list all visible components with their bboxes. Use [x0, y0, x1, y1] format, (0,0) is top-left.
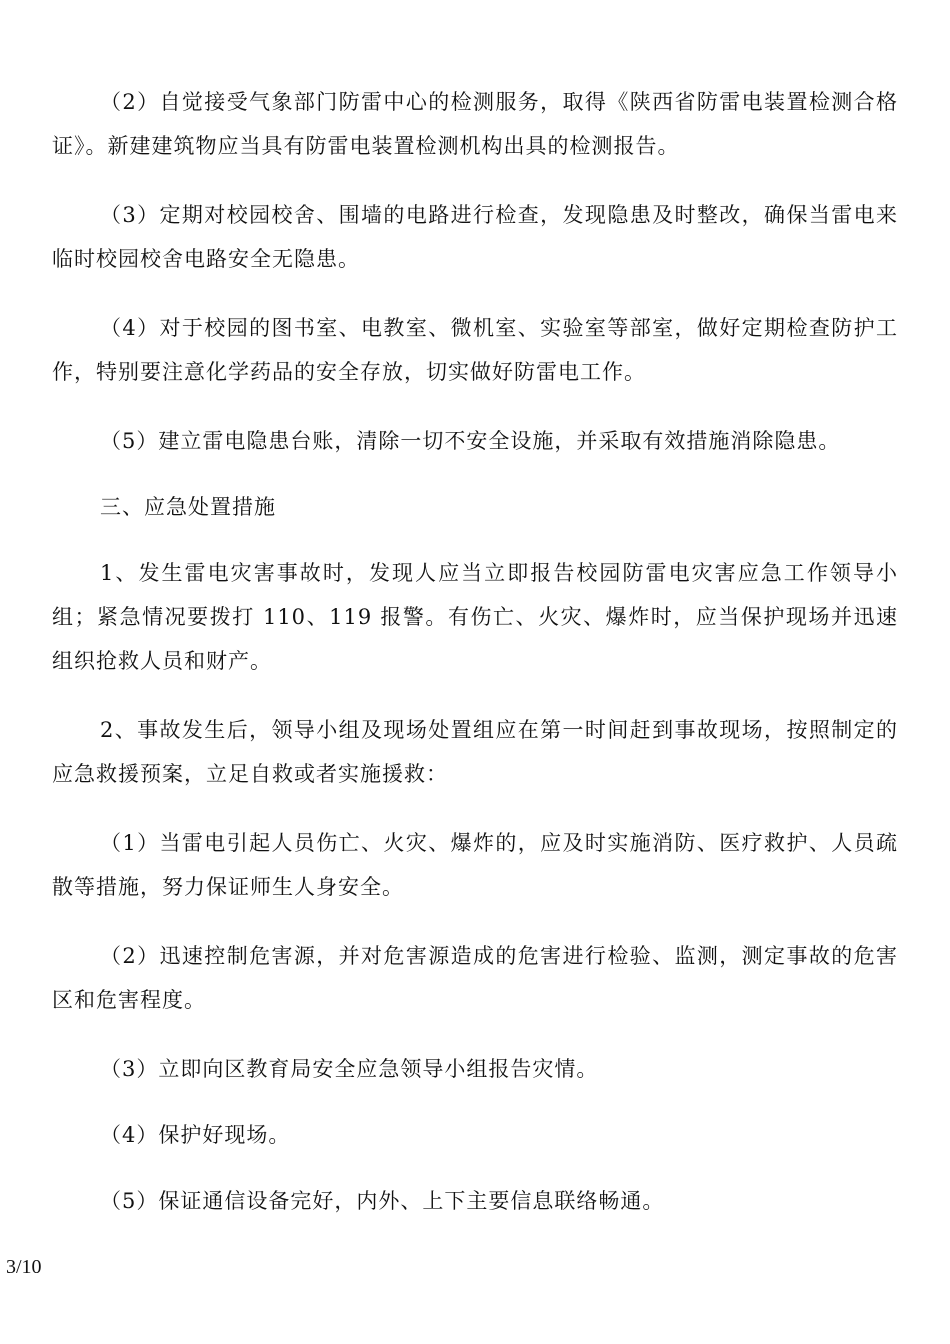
paragraph-5-hazard-ledger: （5）建立雷电隐患台账，清除一切不安全设施，并采取有效措施消除隐患。: [100, 429, 841, 453]
paragraph-after-accident: 2、事故发生后，领导小组及现场处置组应在第一时间赶到事故现场，按照制定的应急救援预案，立足自救或者实施援救：: [52, 718, 898, 786]
paragraph-3-report-disaster: （3）立即向区教育局安全应急领导小组报告灾情。: [100, 1057, 599, 1081]
paragraph-3-circuit-check: （3）定期对校园校舍、围墙的电路进行检查，发现隐患及时整改，确保当雷电来临时校园校舍电路安全无隐患。: [52, 203, 898, 271]
page-number: 3/10: [6, 1256, 42, 1278]
paragraph-accident-report: 1、发生雷电灾害事故时，发现人应当立即报告校园防雷电灾害应急工作领导小组；紧急情况要拨打 110、119 报警。有伤亡、火灾、爆炸时，应当保护现场并迅速组织抢救人员和财产。: [52, 561, 898, 673]
paragraph-2-control-hazard: （2）迅速控制危害源，并对危害源造成的危害进行检验、监测，测定事故的危害区和危害程度。: [52, 944, 898, 1012]
paragraph-1-casualty-response: （1）当雷电引起人员伤亡、火灾、爆炸的，应及时实施消防、医疗救护、人员疏散等措施，努力保证师生人身安全。: [52, 831, 898, 899]
paragraph-2-inspection-service: （2）自觉接受气象部门防雷中心的检测服务，取得《陕西省防雷电装置检测合格证》。新建建筑物应当具有防雷电装置检测机构出具的检测报告。: [52, 90, 898, 158]
paragraph-4-protect-scene: （4）保护好现场。: [100, 1123, 291, 1147]
section-heading-emergency-measures: 三、应急处置措施: [100, 495, 276, 519]
paragraph-5-communication: （5）保证通信设备完好，内外、上下主要信息联络畅通。: [100, 1189, 665, 1213]
paragraph-4-room-inspection: （4）对于校园的图书室、电教室、微机室、实验室等部室，做好定期检查防护工作，特别要注意化学药品的安全存放，切实做好防雷电工作。: [52, 316, 898, 384]
